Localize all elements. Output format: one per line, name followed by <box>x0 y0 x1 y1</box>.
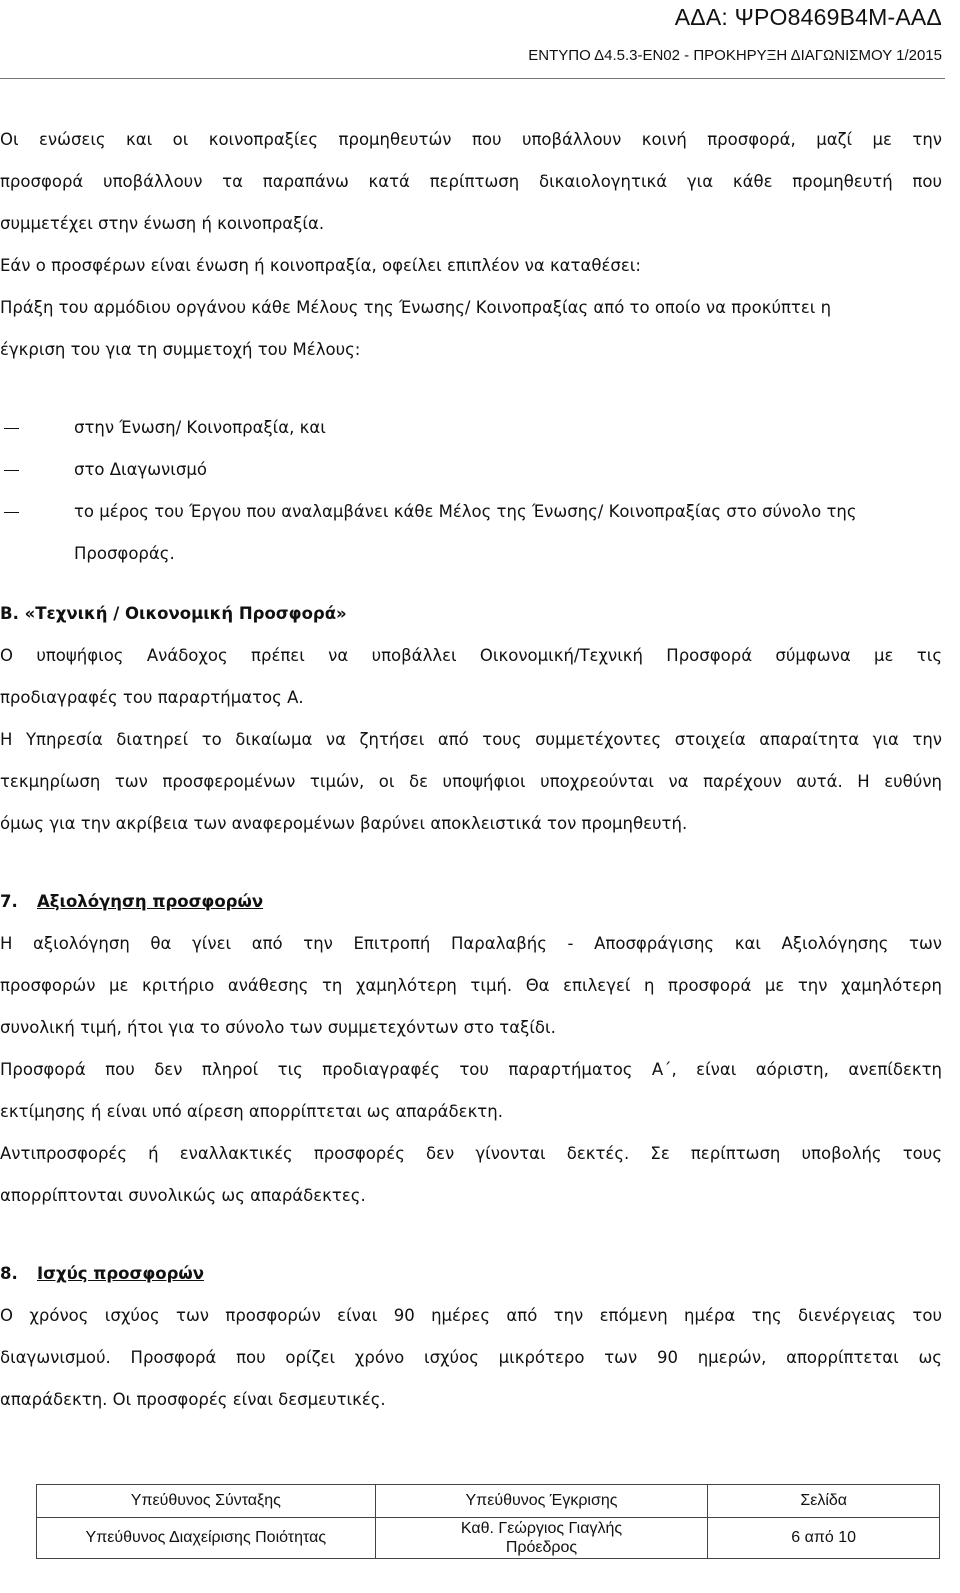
footer-row <box>37 1518 940 1559</box>
paragraph-line: όμως για την ακρίβεια των αναφερομένων βαρύνει αποκλειστικά τον προμηθευτή. <box>0 814 688 833</box>
paragraph-line: συμμετέχει στην ένωση ή κοινοπραξία. <box>0 214 325 233</box>
paragraph-line: διαγωνισμού. Προσφορά που ορίζει χρόνο ισχύος μικρότερο των 90 ημερών, απορρίπτεται ως <box>0 1348 942 1367</box>
paragraph-line: έγκριση του για τη συμμετοχή του Μέλους: <box>0 340 361 359</box>
paragraph-line: Οι ενώσεις και οι κοινοπραξίες προμηθευτών που υποβάλλουν κοινή προσφορά, μαζί με την <box>0 130 942 149</box>
paragraph-line: τεκμηρίωση των προσφερομένων τιμών, οι δε υποψήφιοι υποχρεούνται να παρέχουν αυτά. Η ευθύνη <box>0 772 942 791</box>
footer-cell: Υπεύθυνος Έγκρισης <box>375 1485 708 1518</box>
paragraph-line: προδιαγραφές του παραρτήματος Α. <box>0 688 304 707</box>
section-number: 8. <box>0 1264 18 1283</box>
paragraph-line: Η Υπηρεσία διατηρεί το δικαίωμα να ζητήσει από τους συμμετέχοντες στοιχεία απαραίτητα για την <box>0 730 942 749</box>
dash-bullet-icon <box>4 470 19 471</box>
paragraph-line: Προσφορά που δεν πληροί τις προδιαγραφές του παραρτήματος Α΄, είναι αόριστη, ανεπίδεκτη <box>0 1060 942 1079</box>
document-body <box>0 119 942 1421</box>
paragraph-line: εκτίμησης ή είναι υπό αίρεση απορρίπτεται ως απαράδεκτη. <box>0 1102 503 1121</box>
paragraph-line: Ο υποψήφιος Ανάδοχος πρέπει να υποβάλλει Οικονομική/Τεχνική Προσφορά σύμφωνα με τις <box>0 646 942 665</box>
page-number: 6 από 10 <box>708 1518 940 1559</box>
list-item-continuation <box>0 533 942 575</box>
dash-bullet-icon <box>4 428 19 429</box>
paragraph-line: Πράξη του αρμόδιου οργάνου κάθε Μέλους της Ένωσης/ Κοινοπραξίας από το οποίο να προκύπτει η <box>0 298 832 317</box>
paragraph-line: προσφορά υποβάλλουν τα παραπάνω κατά περίπτωση δικαιολογητικά για κάθε προμηθευτή που <box>0 172 942 191</box>
paragraph-line: απορρίπτονται συνολικώς ως απαράδεκτες. <box>0 1186 366 1205</box>
section-b-title: Β. «Τεχνική / Οικονομική Προσφορά» <box>0 604 347 623</box>
list-item <box>0 491 942 533</box>
signatory-role: Πρόεδρος <box>505 1539 578 1556</box>
footer-cell: Υπεύθυνος Σύνταξης <box>37 1485 376 1518</box>
spacer <box>0 845 942 881</box>
section-title: Αξιολόγηση προσφορών <box>37 892 264 911</box>
footer-cell: Σελίδα <box>708 1485 940 1518</box>
paragraph-line: Αντιπροσφορές ή εναλλακτικές προσφορές δεν γίνονται δεκτές. Σε περίπτωση υποβολής τους <box>0 1144 942 1163</box>
list-item-text: στο Διαγωνισμό <box>74 460 207 479</box>
paragraph-line: συνολική τιμή, ήτοι για το σύνολο των συμμετεχόντων στο ταξίδι. <box>0 1018 556 1037</box>
paragraph-line: Ο χρόνος ισχύος των προσφορών είναι 90 ημέρες από την επόμενη ημέρα της διενέργειας του <box>0 1306 942 1325</box>
list-item-text: το μέρος του Έργου που αναλαμβάνει κάθε Μέλος της Ένωσης/ Κοινοπραξίας στο σύνολο της <box>74 502 857 521</box>
spacer <box>0 1217 942 1253</box>
header-rule <box>0 78 945 79</box>
ada-code: ΑΔΑ: ΨΡΟ8469Β4Μ-ΑΑΔ <box>674 4 942 30</box>
section-7-heading <box>0 881 942 923</box>
section-8-heading <box>0 1253 942 1295</box>
document-code: ΕΝΤΥΠΟ Δ4.5.3-ΕΝ02 - ΠΡΟΚΗΡΥΞΗ ΔΙΑΓΩΝΙΣΜΟΥ 1/2015 <box>528 47 942 64</box>
dash-bullet-icon <box>4 512 19 513</box>
signatory-name: Καθ. Γεώργιος Γιαγλής <box>460 1520 623 1537</box>
list-item-text: Προσφοράς. <box>74 544 175 563</box>
spacer <box>0 371 942 407</box>
spacer <box>0 575 942 593</box>
footer-table <box>36 1484 940 1559</box>
footer-cell-signatory <box>375 1518 708 1559</box>
section-title: Ισχύς προσφορών <box>37 1264 204 1283</box>
paragraph-line: προσφορών με κριτήριο ανάθεσης τη χαμηλότερη τιμή. Θα επιλεγεί η προσφορά με την χαμηλότερη <box>0 976 942 995</box>
paragraph-line: Εάν ο προσφέρων είναι ένωση ή κοινοπραξία, οφείλει επιπλέον να καταθέσει: <box>0 256 641 275</box>
footer-cell: Υπεύθυνος Διαχείρισης Ποιότητας <box>37 1518 376 1559</box>
list-item <box>0 407 942 449</box>
paragraph-line: απαράδεκτη. Οι προσφορές είναι δεσμευτικές. <box>0 1390 386 1409</box>
list-item-text: στην Ένωση/ Κοινοπραξία, και <box>74 418 326 437</box>
list-item <box>0 449 942 491</box>
footer-row <box>37 1485 940 1518</box>
paragraph-line: Η αξιολόγηση θα γίνει από την Επιτροπή Παραλαβής - Αποσφράγισης και Αξιολόγησης των <box>0 934 942 953</box>
section-number: 7. <box>0 892 18 911</box>
